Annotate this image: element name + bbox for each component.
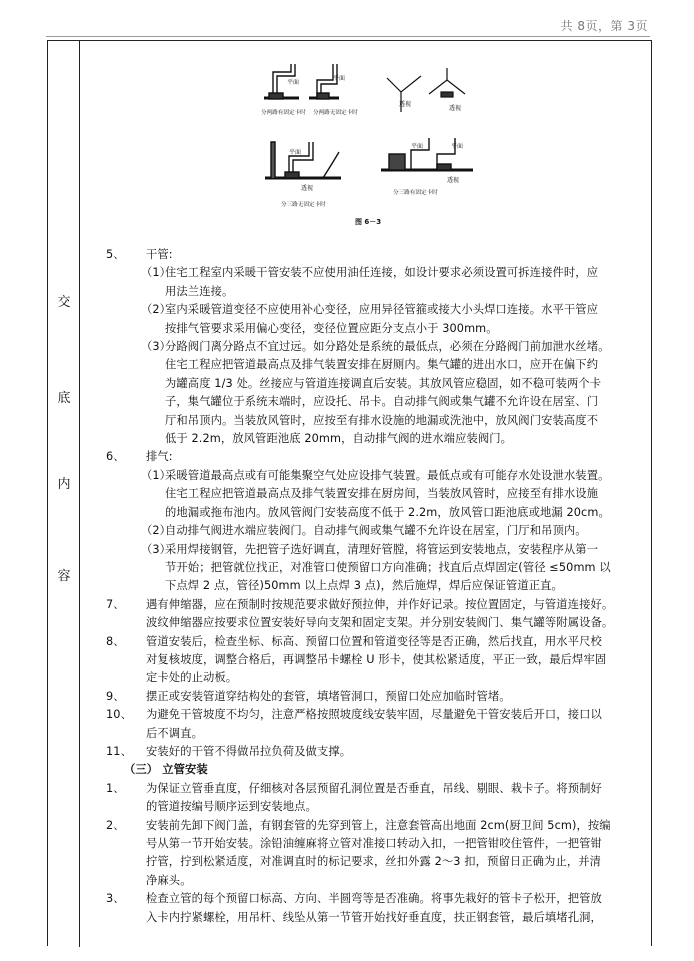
text-line: 为保证立管垂直度，仔细核对各层预留孔洞位置是否垂直，吊线、剔眼、栽卡子。将预制好 [146, 781, 602, 795]
list-item [106, 890, 652, 927]
item-text [106, 780, 652, 817]
header-rule [46, 36, 650, 37]
text-line: 为罐高度 1/3 处。丝接应与管道连接调直后安装。其放风管应稳固，如不稳可装两个卡 [165, 376, 602, 390]
item-number: 6、 [106, 450, 125, 464]
text-line: 检查立管的每个预留口标高、方向、半圆弯等是否准确。将事先栽好的管卡子松开，把管放 [146, 892, 602, 906]
sub-item-number: （3） [141, 542, 172, 556]
page-count: 共 8页，第 3页 [560, 19, 648, 33]
text-line: 后不调直。 [146, 726, 203, 740]
fig-caption-1: 分两路有固定卡时 [261, 110, 306, 116]
item-text [106, 817, 652, 891]
document-body [106, 246, 652, 927]
fig-label-plane-1: 平面 [287, 79, 300, 86]
sub-item-number: （1） [141, 468, 172, 482]
side-label-jiao: 交 [57, 295, 71, 310]
text-line: 摆正或安装管道穿结构处的套管，填堵管洞口，预留口处应加临时管堵。 [146, 689, 511, 703]
list-item [106, 596, 652, 633]
side-label-di: 底 [57, 391, 71, 406]
list-item [106, 633, 652, 688]
item-text [106, 596, 652, 633]
sub-item [106, 338, 652, 448]
list-item [106, 743, 652, 761]
item-number: 5、 [106, 248, 125, 261]
fig-label-persp-4: 透视 [447, 177, 460, 184]
text-line: 遇有伸缩器，应在预制时按规范要求做好预拉伸，并作好记录。按位置固定，与管道连接好。 [146, 597, 614, 611]
side-column [48, 41, 80, 947]
item-number: 8、 [106, 634, 125, 648]
text-line: 为避免干管坡度不均匀，注意严格按照坡度线安装牢固，尽量避免干管安装后开口，接口以 [146, 708, 602, 722]
sub-item [106, 301, 652, 338]
page-header [0, 0, 694, 38]
pipe-branch-figure [261, 58, 476, 233]
sub-item [106, 264, 652, 301]
side-label-rong: 容 [57, 569, 71, 584]
item-number: 3、 [106, 892, 125, 906]
sub-item-number: （1） [141, 266, 172, 280]
text-line: 用法兰连接。 [165, 284, 234, 298]
text-line: 采用焊接钢管，先把管子选好调直，清理好管膛，将管运到安装地点，安装程序从第一 [165, 542, 599, 556]
sub-item-number: （3） [141, 340, 172, 354]
fig-label-plane-5: 平面 [451, 143, 464, 150]
text-line: 的管道按编号顺序运到安装地点。 [146, 800, 317, 814]
fig-caption-3: 分三路无固定卡时 [281, 202, 326, 208]
item-text [106, 706, 652, 743]
section-title: （三） 立管安装 [124, 763, 208, 777]
text-line: 厅和吊顶内。当装放风管时，应按至有排水设施的地漏或洗池中，放风阀门安装高度不 [165, 413, 599, 427]
item-text [106, 633, 652, 688]
text-line: 分路阀门离分路点不宜过远。如分路处是系统的最低点，必须在分路阀门前加泄水丝堵。 [165, 340, 610, 354]
sub-item [106, 467, 652, 522]
list-item [106, 688, 652, 706]
list-item [106, 246, 652, 448]
item-number: 1、 [106, 781, 125, 795]
text-line: 拧管，拧到松紧适度，对准调直时的标记要求，丝扣外露 2～3 扣，预留日正确为止，并清 [146, 855, 602, 869]
item-number: 7、 [106, 597, 125, 611]
item-title: 干管: [146, 248, 173, 261]
text-line: 管道安装后，检查坐标、标高、预留口位置和管道变径等是否正确，然后找直，用水平尺校 [146, 634, 602, 648]
text-line: 自动排气阀进水端应装阀门。自动排气阀或集气罐不允许设在居室，门厅和吊顶内。 [165, 524, 587, 538]
item-number: 2、 [106, 818, 125, 832]
item-text [106, 890, 652, 927]
text-line: 住宅工程室内采暖干管安装不应使用油任连接，如设计要求必须设置可拆连接件时，应 [165, 266, 599, 280]
fig-label-persp-2: 透视 [449, 105, 462, 112]
pipe-branch-diagram [261, 58, 476, 233]
fig-number: 图 6－3 [355, 218, 382, 226]
sub-item-number: （2） [141, 524, 172, 538]
text-line: 采暖管道最高点或有可能集聚空气处应设排气装置。最低点或有可能存水处设泄水装置。 [165, 468, 610, 482]
list-item [106, 817, 652, 891]
item-text [106, 688, 652, 706]
text-line: 节开始；把管就位找正，对准管口使预留口方向准确；找直后点焊固定(管径 ≤50mm 以 [165, 560, 611, 574]
fig-caption-2: 分两路无固定卡时 [313, 110, 358, 116]
text-line: 波纹伸缩器应按要求位置安装好导向支架和固定支架。并分别安装阀门、集气罐等附属设备。 [146, 616, 614, 630]
item-number: 11、 [106, 744, 132, 758]
text-line: 下点焊 2 点，管径)50mm 以上点焊 3 点)，然后施焊，焊后应保证管道正直。 [165, 579, 563, 593]
item-text [106, 743, 652, 761]
item-number: 9、 [106, 689, 125, 703]
list-item [106, 448, 652, 595]
fig-label-plane-2: 平面 [333, 75, 346, 82]
text-line: 住宅工程应把管道最高点及排气装置安排在厨房间，当装放风管时，应接至有排水设施 [165, 487, 599, 501]
text-line: 定卡处的止动板。 [146, 671, 238, 685]
item-title: 排气: [146, 450, 173, 464]
fig-caption-4: 分三路有固定卡时 [393, 190, 438, 196]
text-line: 净麻头。 [146, 873, 192, 887]
sub-item-number: （2） [141, 303, 172, 317]
text-line: 室内采暖管道变径不应使用补心变径，应用异径管箍或接大小头焊口连接。水平干管应 [165, 303, 599, 317]
text-line: 安装前先卸下阀门盖，有钢套管的先穿到管上，注意套管高出地面 2cm(厨卫间 5cm)，按编 [146, 818, 611, 832]
fig-label-plane-3: 平面 [289, 149, 302, 156]
text-line: 按排气管要求采用偏心变径，变径位置应距分支点小于 300mm。 [165, 321, 498, 335]
side-label-nei: 内 [57, 477, 71, 492]
text-line: 低于 2.2m，放风管距池底 20mm，自动排气阀的进水端应装阀门。 [165, 432, 513, 446]
fig-label-persp-1: 透视 [399, 101, 412, 108]
fig-label-persp-3: 透视 [301, 185, 314, 192]
sub-item [106, 522, 652, 540]
text-line: 入卡内拧紧螺栓，用吊杆、线坠从第一节管开始找好垂直度，扶正钢套管，最后填堵孔洞， [146, 910, 602, 924]
text-line: 子，集气罐位于系统末端时，应设托、吊卡。自动排气阀或集气罐不允许设在居室、门 [165, 395, 599, 409]
text-line: 住宅工程应把管道最高点及排气装置安排在厨厕内。集气罐的进出水口，应开在偏下约 [165, 358, 599, 372]
text-line: 对复核坡度，调整合格后，再调整吊卡螺栓 U 形卡，使其松紧适度，平正一致，最后焊牢固 [146, 652, 607, 666]
item-number: 10、 [106, 708, 132, 722]
text-line: 的地漏或拖布池内。放风管阀门安装高度不低于 2.2m，放风管口距池底或地漏 20cm。 [165, 505, 610, 519]
fig-label-plane-4: 平面 [411, 143, 424, 150]
text-line: 号从第一节开始安装。涂铅油缠麻将立管对准接口转动入扣，一把管钳咬住管件，一把管钳 [146, 837, 602, 850]
list-item [106, 706, 652, 743]
text-line: 安装好的干管不得做吊拉负荷及做支撑。 [146, 744, 352, 758]
sub-item [106, 541, 652, 596]
list-item [106, 780, 652, 817]
